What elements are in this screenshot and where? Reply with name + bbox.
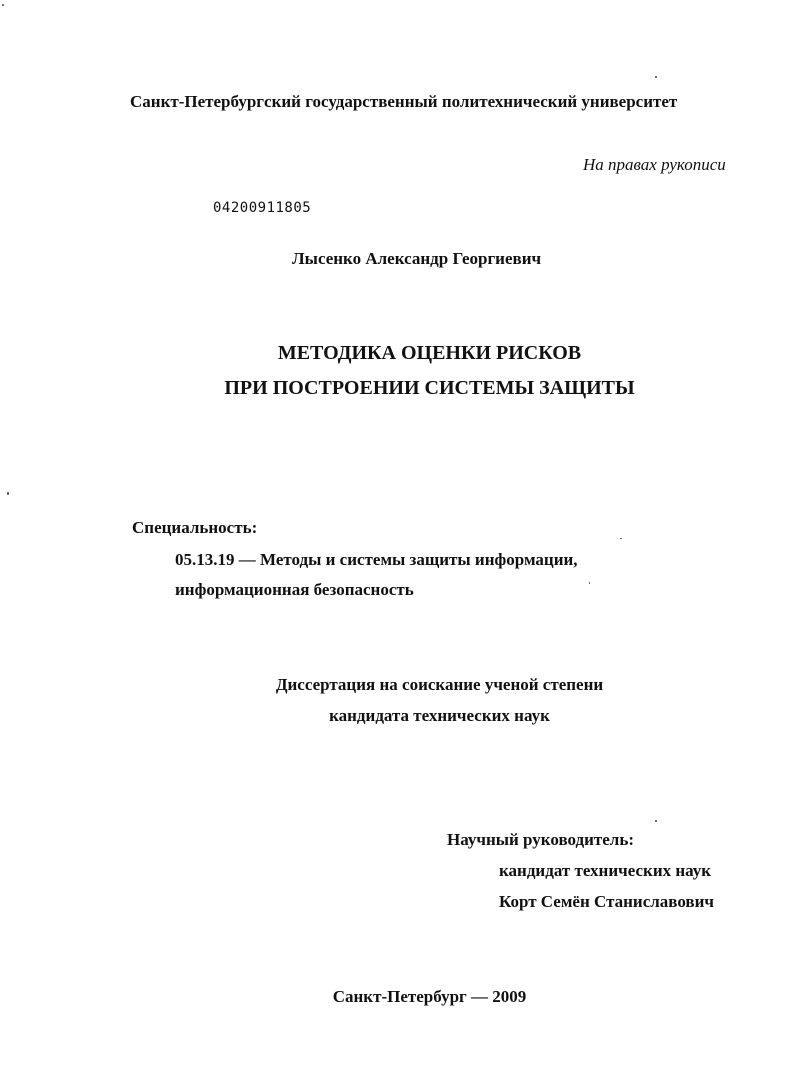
specialty-code-line: 05.13.19 — Методы и системы защиты информации, <box>175 550 578 569</box>
supervisor-name: Корт Семён Станиславович <box>499 892 714 911</box>
scan-speck <box>620 538 622 539</box>
thesis-title-line-1: МЕТОДИКА ОЦЕНКИ РИСКОВ <box>277 342 582 364</box>
city-year: Санкт-Петербург — 2009 <box>332 987 527 1006</box>
degree-line-1: Диссертация на соискание ученой степени <box>275 675 604 694</box>
scan-speck <box>7 492 9 495</box>
scan-speck <box>589 582 590 584</box>
specialty-name-line: информационная безопасность <box>175 580 414 599</box>
supervisor-degree: кандидат технических наук <box>499 861 712 880</box>
scan-speck <box>655 820 657 822</box>
degree-line-2: кандидата технических наук <box>329 706 550 725</box>
scan-speck <box>2 4 4 6</box>
registration-number: 04200911805 <box>213 200 312 216</box>
specialty-heading: Специальность: <box>132 518 258 537</box>
supervisor-heading: Научный руководитель: <box>447 830 634 849</box>
thesis-title-line-2: ПРИ ПОСТРОЕНИИ СИСТЕМЫ ЗАЩИТЫ <box>224 377 635 399</box>
university-name: Санкт-Петербургский государственный политехнический университет <box>130 92 678 111</box>
manuscript-note: На правах рукописи <box>583 155 726 174</box>
author-name: Лысенко Александр Георгиевич <box>292 249 542 268</box>
scan-speck <box>655 76 657 78</box>
